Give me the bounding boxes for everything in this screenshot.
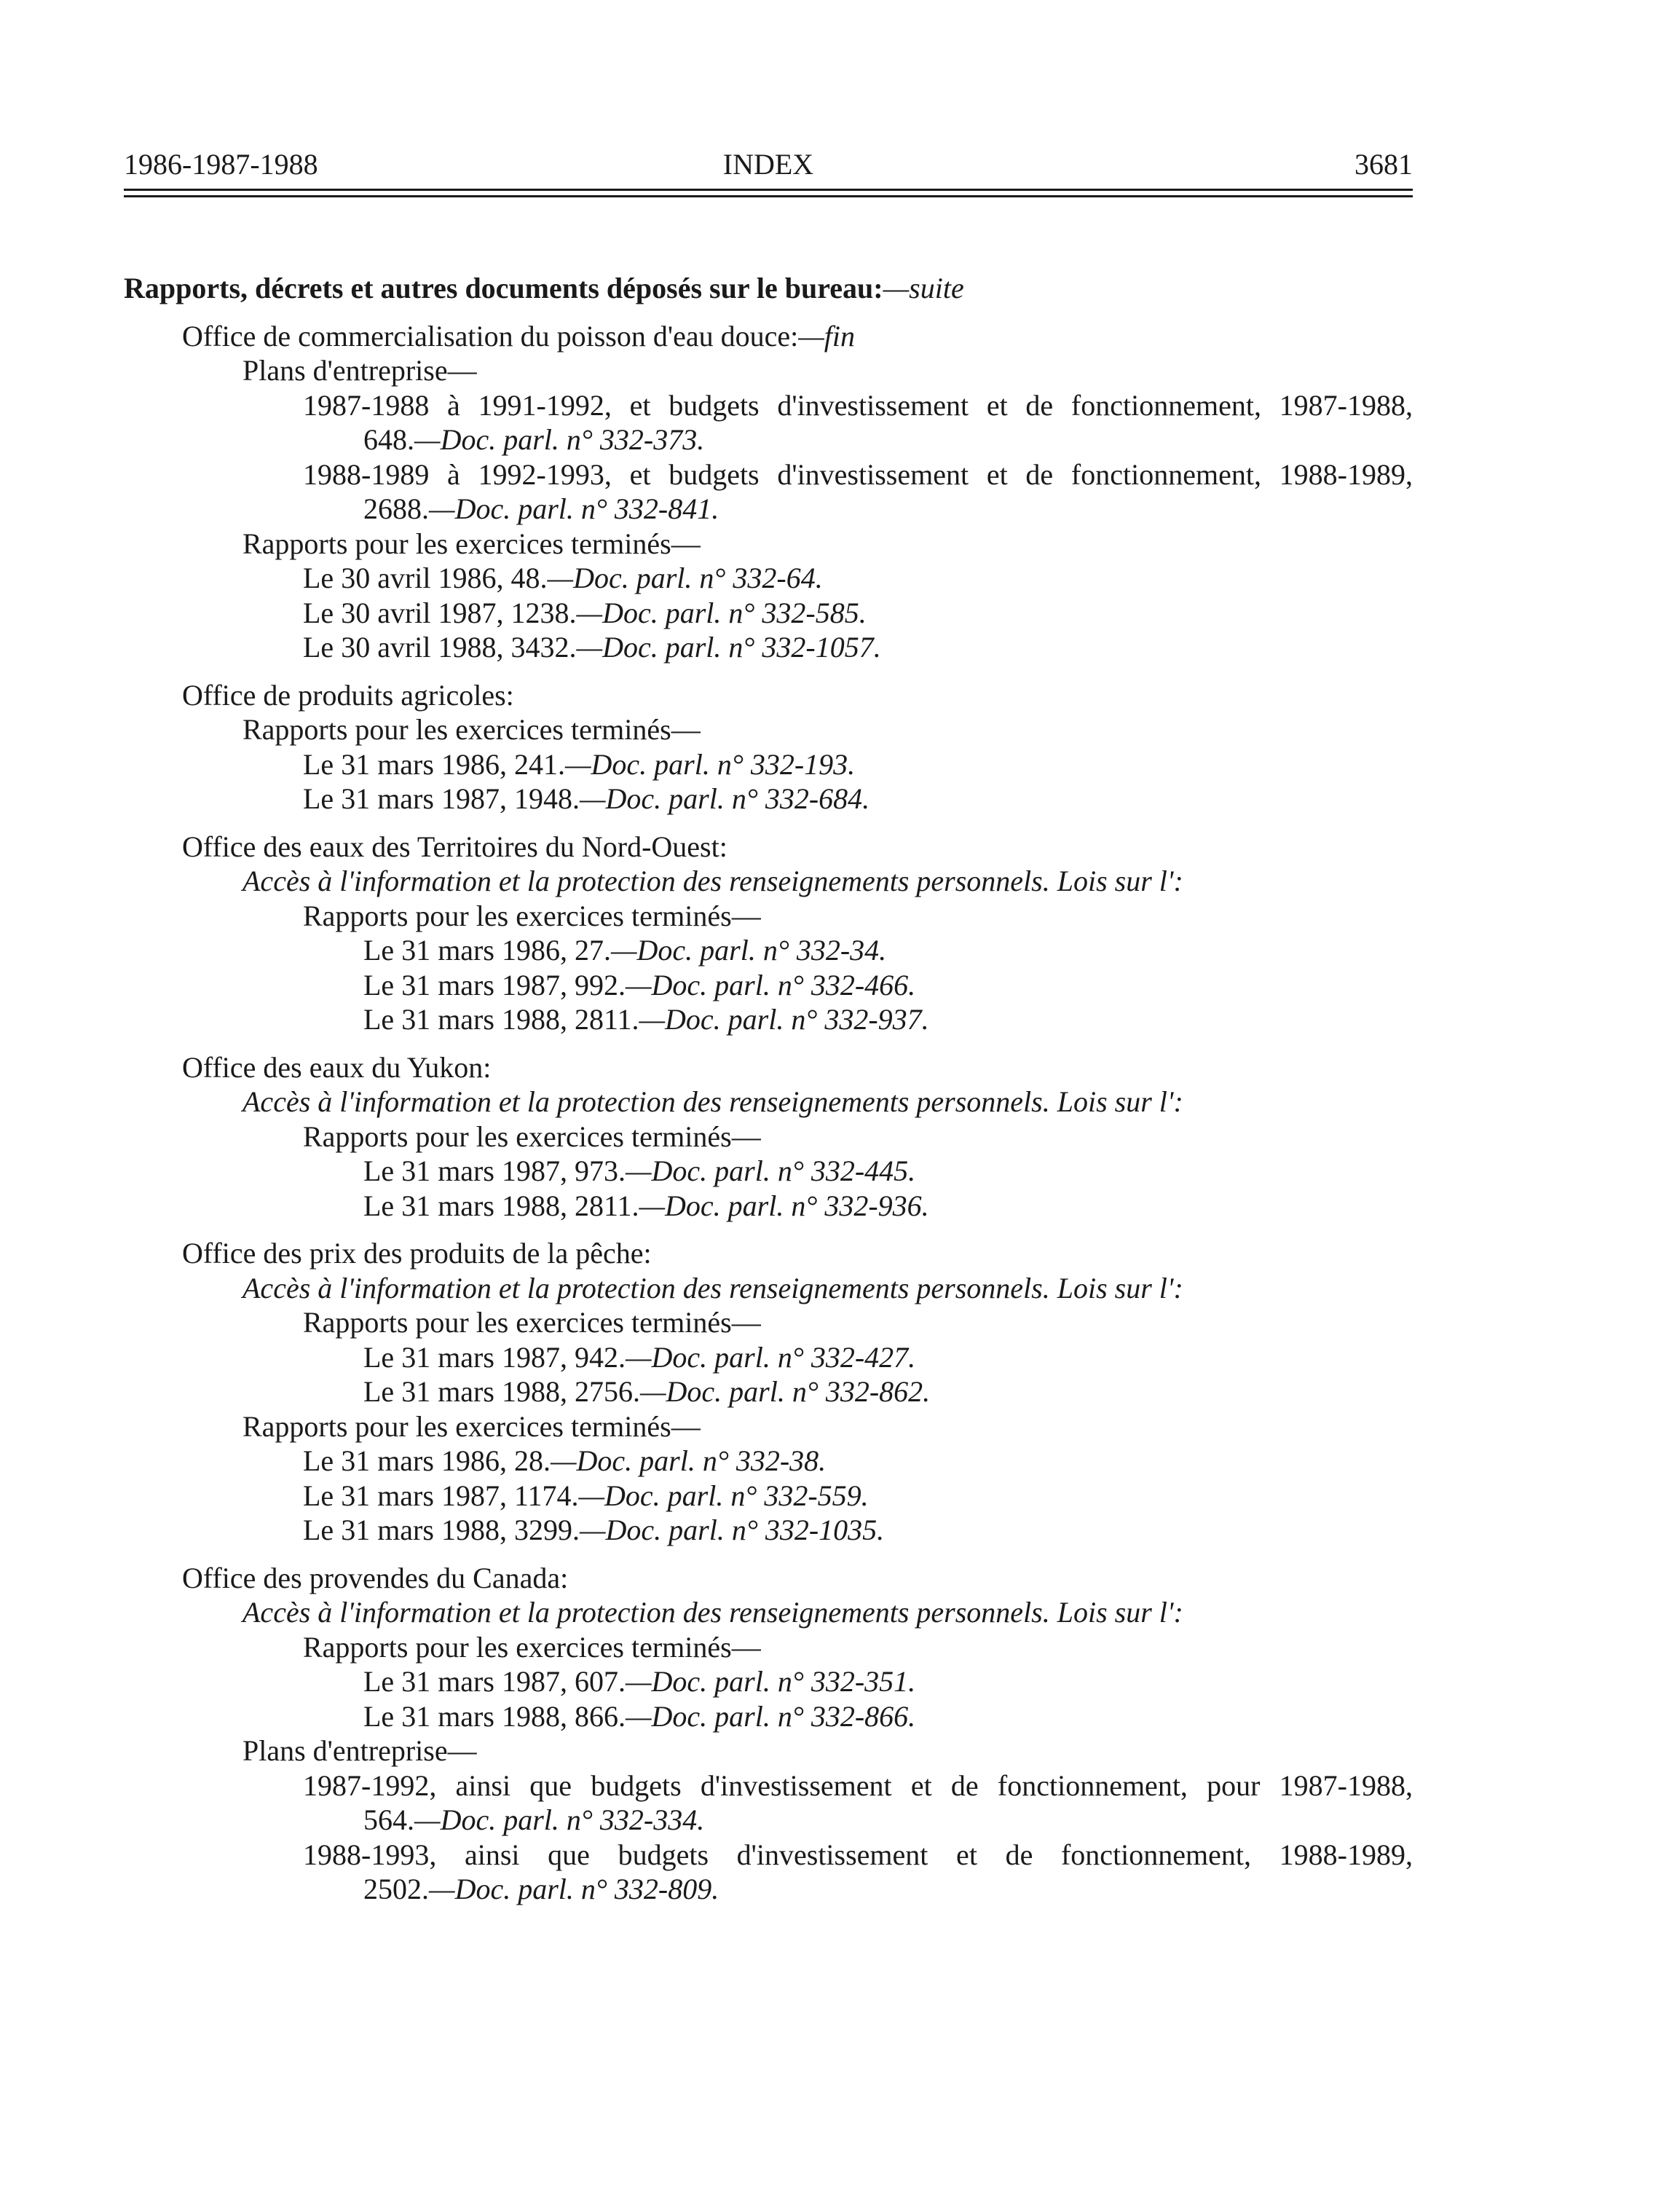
report-entry: Le 31 mars 1988, 2756.—Doc. parl. n° 332-862. [363, 1375, 931, 1408]
report-entry: Le 31 mars 1988, 2811.—Doc. parl. n° 332-937. [363, 1003, 929, 1036]
doc-reference: —Doc. parl. n° 332-559. [578, 1479, 869, 1512]
subheading-reports: Rapports pour les exercices terminés— [242, 713, 701, 746]
report-entry: Le 31 mars 1987, 607.—Doc. parl. n° 332-351. [363, 1665, 916, 1698]
header-years: 1986-1987-1988 [124, 148, 318, 181]
index-content [124, 271, 1413, 1907]
page-header [124, 143, 1413, 186]
section-title: Office de commercialisation du poisson d'eau douce:—fin [182, 319, 856, 353]
header-rule-bottom [124, 195, 1413, 197]
doc-reference: —Doc. parl. n° 332-64. [547, 562, 823, 594]
report-entry: Le 31 mars 1988, 2811.—Doc. parl. n° 332-936. [363, 1189, 929, 1222]
subheading-reports: Rapports pour les exercices terminés— [303, 899, 761, 932]
entry-continuation: 2502.—Doc. parl. n° 332-809. [363, 1873, 719, 1905]
subheading-plans: Plans d'entreprise— [242, 354, 477, 387]
header-rule-top [124, 189, 1413, 191]
report-entry: Le 31 mars 1987, 1948.—Doc. parl. n° 332-684. [303, 782, 870, 815]
doc-reference: —Doc. parl. n° 332-937. [639, 1003, 929, 1036]
doc-reference: —Doc. parl. n° 332-1057. [576, 631, 881, 664]
doc-reference: —Doc. parl. n° 332-193. [564, 747, 856, 781]
header-title: INDEX [722, 148, 814, 181]
doc-reference: —Doc. parl. n° 332-684. [579, 782, 870, 815]
section-title: Office de produits agricoles: [182, 678, 514, 712]
doc-reference: —Doc. parl. n° 332-373. [414, 423, 705, 456]
report-entry: Le 31 mars 1986, 27.—Doc. parl. n° 332-34. [363, 934, 887, 967]
main-heading-bold: Rapports, décrets et autres documents déposés sur le bureau: [124, 272, 883, 304]
doc-reference: —Doc. parl. n° 332-445. [625, 1154, 916, 1187]
section-title: Office des eaux des Territoires du Nord-Ouest: [182, 830, 727, 863]
entry-continuation: 648.—Doc. parl. n° 332-373. [363, 423, 705, 456]
report-entry: Le 30 avril 1988, 3432.—Doc. parl. n° 332-1057. [303, 631, 881, 664]
doc-reference: —Doc. parl. n° 332-351. [625, 1665, 916, 1698]
subheading-reports: Rapports pour les exercices terminés— [242, 1409, 701, 1443]
subheading-plans: Plans d'entreprise— [242, 1734, 477, 1767]
entry-text: 1988-1989 à 1992-1993, et budgets d'investissement et de fonctionnement, 1988-1989, [303, 457, 1413, 491]
access-heading: Accès à l'information et la protection des renseignements personnels. Lois sur l': [242, 1085, 1183, 1118]
section-title: Office des provendes du Canada: [182, 1561, 569, 1594]
doc-reference: —Doc. parl. n° 332-38. [550, 1444, 827, 1477]
page-number: 3681 [1354, 148, 1413, 181]
doc-reference: —Doc. parl. n° 332-466. [625, 968, 916, 1001]
main-heading-tail: —suite [883, 272, 964, 304]
report-entry: Le 31 mars 1988, 3299.—Doc. parl. n° 332-1035. [303, 1514, 885, 1546]
doc-reference: —Doc. parl. n° 332-1035. [579, 1514, 885, 1546]
doc-reference: —Doc. parl. n° 332-936. [639, 1189, 929, 1222]
report-entry: Le 31 mars 1987, 992.—Doc. parl. n° 332-466. [363, 968, 916, 1001]
report-entry: Le 30 avril 1986, 48.—Doc. parl. n° 332-64. [303, 562, 823, 594]
entry-continuation: 564.—Doc. parl. n° 332-334. [363, 1803, 705, 1836]
doc-reference: —Doc. parl. n° 332-34. [610, 934, 887, 967]
doc-reference: —Doc. parl. n° 332-809. [429, 1873, 719, 1905]
report-entry: Le 31 mars 1987, 1174.—Doc. parl. n° 332-559. [303, 1479, 869, 1512]
entry-text: 1987-1988 à 1991-1992, et budgets d'investissement et de fonctionnement, 1987-1988, [303, 388, 1413, 422]
section-title: Office des eaux du Yukon: [182, 1050, 492, 1084]
entry-text: 1988-1993, ainsi que budgets d'investissement et de fonctionnement, 1988-1989, [303, 1838, 1413, 1871]
subheading-reports: Rapports pour les exercices terminés— [303, 1119, 761, 1153]
report-entry: Le 31 mars 1988, 866.—Doc. parl. n° 332-866. [363, 1699, 916, 1733]
section-title: Office des prix des produits de la pêche: [182, 1237, 652, 1270]
access-heading: Accès à l'information et la protection des renseignements personnels. Lois sur l': [242, 1596, 1183, 1629]
main-heading [124, 271, 1413, 306]
entry-text: 1987-1992, ainsi que budgets d'investissement et de fonctionnement, pour 1987-1988, [303, 1768, 1413, 1802]
doc-reference: —Doc. parl. n° 332-866. [625, 1699, 916, 1733]
subheading-reports: Rapports pour les exercices terminés— [303, 1630, 761, 1664]
report-entry: Le 31 mars 1986, 28.—Doc. parl. n° 332-38. [303, 1444, 827, 1477]
report-entry: Le 31 mars 1986, 241.—Doc. parl. n° 332-193. [303, 747, 856, 781]
doc-reference: —Doc. parl. n° 332-427. [625, 1340, 916, 1374]
doc-reference: —Doc. parl. n° 332-334. [414, 1803, 705, 1836]
entry-continuation: 2688.—Doc. parl. n° 332-841. [363, 492, 719, 525]
doc-reference: —Doc. parl. n° 332-841. [429, 492, 719, 525]
doc-reference: —Doc. parl. n° 332-862. [639, 1375, 931, 1408]
subheading-reports: Rapports pour les exercices terminés— [242, 527, 701, 560]
report-entry: Le 31 mars 1987, 973.—Doc. parl. n° 332-445. [363, 1154, 916, 1187]
doc-reference: —Doc. parl. n° 332-585. [576, 596, 867, 629]
report-entry: Le 30 avril 1987, 1238.—Doc. parl. n° 332-585. [303, 596, 867, 629]
report-entry: Le 31 mars 1987, 942.—Doc. parl. n° 332-427. [363, 1340, 916, 1374]
access-heading: Accès à l'information et la protection des renseignements personnels. Lois sur l': [242, 865, 1183, 897]
access-heading: Accès à l'information et la protection des renseignements personnels. Lois sur l': [242, 1271, 1183, 1304]
subheading-reports: Rapports pour les exercices terminés— [303, 1306, 761, 1339]
